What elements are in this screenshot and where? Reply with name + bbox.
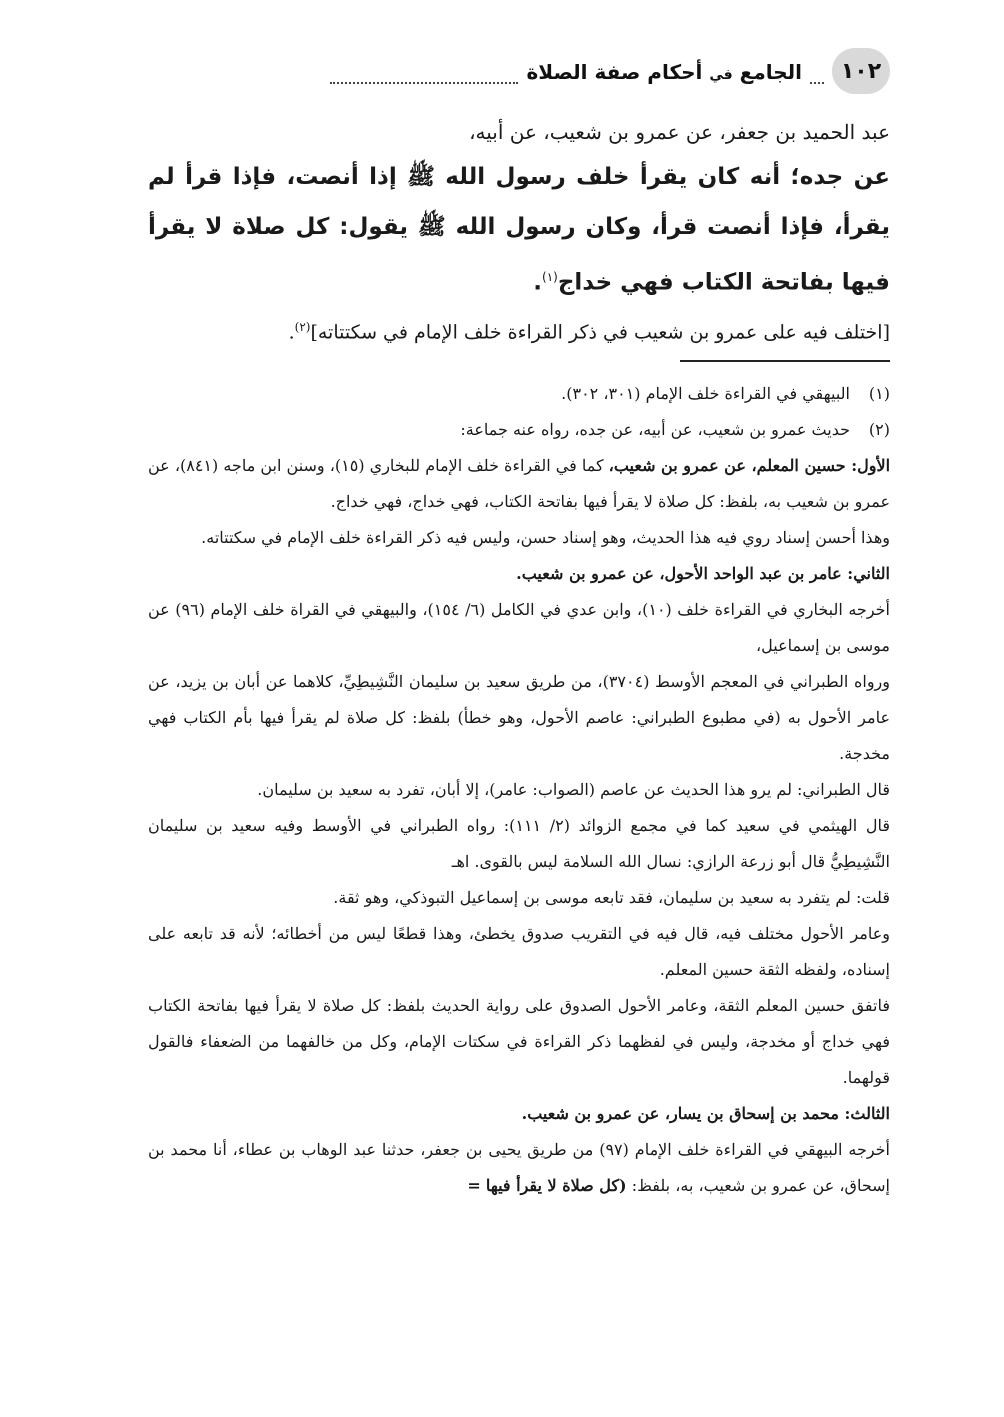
header-title: [526, 60, 802, 84]
variation-note-end: .: [288, 320, 295, 343]
variation-note-text: [اختلف فيه على عمرو بن شعيب في ذكر القراءة خلف الإمام في سكتتاته]: [310, 320, 890, 343]
footnote-text: البيهقي في القراءة خلف الإمام (٣٠١، ٣٠٢).: [561, 384, 850, 403]
footnote-paragraph: فاتفق حسين المعلم الثقة، وعامر الأحول الصدوق على رواية الحديث بلفظ: كل صلاة لا يقرأ فيها بفاتحة الكتاب فهي خداج أو مخدجة، وليس في لفظهما ذكر القراءة في سكتات الإمام، وكل من خالفهما من الضعفاء فالقول قولهما.: [148, 996, 890, 1087]
header-title-part3: أحكام صفة الصلاة: [526, 60, 703, 84]
first-narrator-heading: الأول: حسين المعلم، عن عمرو بن شعيب،: [608, 456, 891, 475]
footnote-1: [148, 376, 890, 412]
footnote-paragraph: [148, 448, 890, 520]
footnote-paragraph: قال الهيثمي في سعيد كما في مجمع الزوائد (٢/ ١١١): رواه الطبراني في الأوسط وفيه سعيد بن سليمان النَّشِيطِيُّ قال أبو زرعة الرازي: نسال الله السلامة ليس بالقوى. اهـ: [148, 816, 891, 871]
variation-note: [148, 308, 890, 351]
main-text: [148, 112, 890, 351]
header-dots-left: [330, 60, 518, 84]
footnote-number: (٢): [868, 420, 890, 439]
footnote-paragraph: [148, 556, 890, 592]
chain-line: عبد الحميد بن جعفر، عن عمرو بن شعيب، عن أبيه،: [469, 120, 890, 144]
footnote-ref-1: (١): [542, 270, 558, 284]
footnote-paragraph: ورواه الطبراني في المعجم الأوسط (٣٧٠٤)، من طريق سعيد بن سليمان النَّشِيطِيِّ، كلاهما عن أبان بن يزيد، عن عامر الأحول به (في مطبوع الطبراني: عاصم الأحول، وهو خطأ) بلفظ: كل صلاة لم يقرأ فيها بأم الكتاب فهي مخدجة.: [148, 672, 890, 763]
paragraph-text: أخرجه البيهقي في القراءة خلف الإمام (٩٧) من طريق يحيى بن جعفر، حدثنا عبد الوهاب بن عطاء، أنا محمد بن إسحاق، عن عمرو بن شعيب، به، بلفظ:: [148, 1140, 891, 1195]
page-number: ١٠٢: [832, 48, 890, 94]
footnote-paragraph: قال الطبراني: لم يرو هذا الحديث عن عاصم (الصواب: عامر)، إلا أبان، تفرد به سعيد بن سليمان.: [257, 780, 890, 799]
header-dots-right: [810, 60, 824, 84]
continuation-mark: =: [467, 1176, 481, 1195]
paragraph-text: كما في القراءة خلف الإمام للبخاري (١٥)، وسنن ابن ماجه (٨٤١)، عن عمرو بن شعيب به، بلفظ: كل صلاة لا يقرأ فيها بفاتحة الكتاب، فهي خداج، فهي خداج.: [148, 456, 890, 511]
footnote-paragraph: قلت: لم يتفرد به سعيد بن سليمان، فقد تابعه موسى بن إسماعيل التبوذكي، وهو ثقة.: [333, 888, 890, 907]
header-title-part1: الجامع: [739, 60, 802, 84]
footnote-paragraph: وعامر الأحول مختلف فيه، قال فيه في التقريب صدوق يخطئ، وهذا قطعًا ليس من أخطائه؛ لأنه قد تابعه على إسناده، ولفظه الثقة حسين المعلم.: [148, 924, 891, 979]
hadith-text: [148, 152, 890, 308]
hadith-body: عن جده؛ أنه كان يقرأ خلف رسول الله ﷺ إذا أنصت، فإذا قرأ لم يقرأ، فإذا أنصت قرأ، وكان رسول الله ﷺ يقول: كل صلاة لا يقرأ فيها بفاتحة الكتاب فهي خداج: [148, 164, 890, 296]
footnote-2: [148, 412, 890, 448]
footnote-paragraph: [148, 1096, 890, 1132]
footnotes: [148, 376, 890, 1204]
third-narrator-heading: الثالث: محمد بن إسحاق بن يسار، عن عمرو بن شعيب.: [521, 1104, 890, 1123]
footnote-paragraph: [148, 1132, 890, 1204]
second-narrator-heading: الثاني: عامر بن عبد الواحد الأحول، عن عمرو بن شعيب.: [516, 564, 890, 583]
footnote-paragraph: أخرجه البخاري في القراءة خلف (١٠)، وابن عدي في الكامل (٦/ ١٥٤)، والبيهقي في القراة خلف الإمام (٩٦) عن موسى بن إسماعيل،: [148, 600, 890, 655]
running-header: [330, 52, 824, 92]
hadith-end: .: [533, 269, 543, 296]
footnote-ref-2: (٢): [294, 319, 311, 334]
footnote-text: حديث عمرو بن شعيب، عن أبيه، عن جده، رواه عنه جماعة:: [460, 420, 850, 439]
footnote-number: (١): [868, 384, 890, 403]
footnote-paragraph: وهذا أحسن إسناد روي فيه هذا الحديث، وهو إسناد حسن، وليس فيه ذكر القراءة خلف الإمام في سكتتاته.: [201, 528, 890, 547]
footnote-divider: [680, 360, 890, 362]
header-title-part2: في: [709, 67, 733, 83]
quoted-wording: (كل صلاة لا يقرأ فيها: [485, 1176, 627, 1195]
